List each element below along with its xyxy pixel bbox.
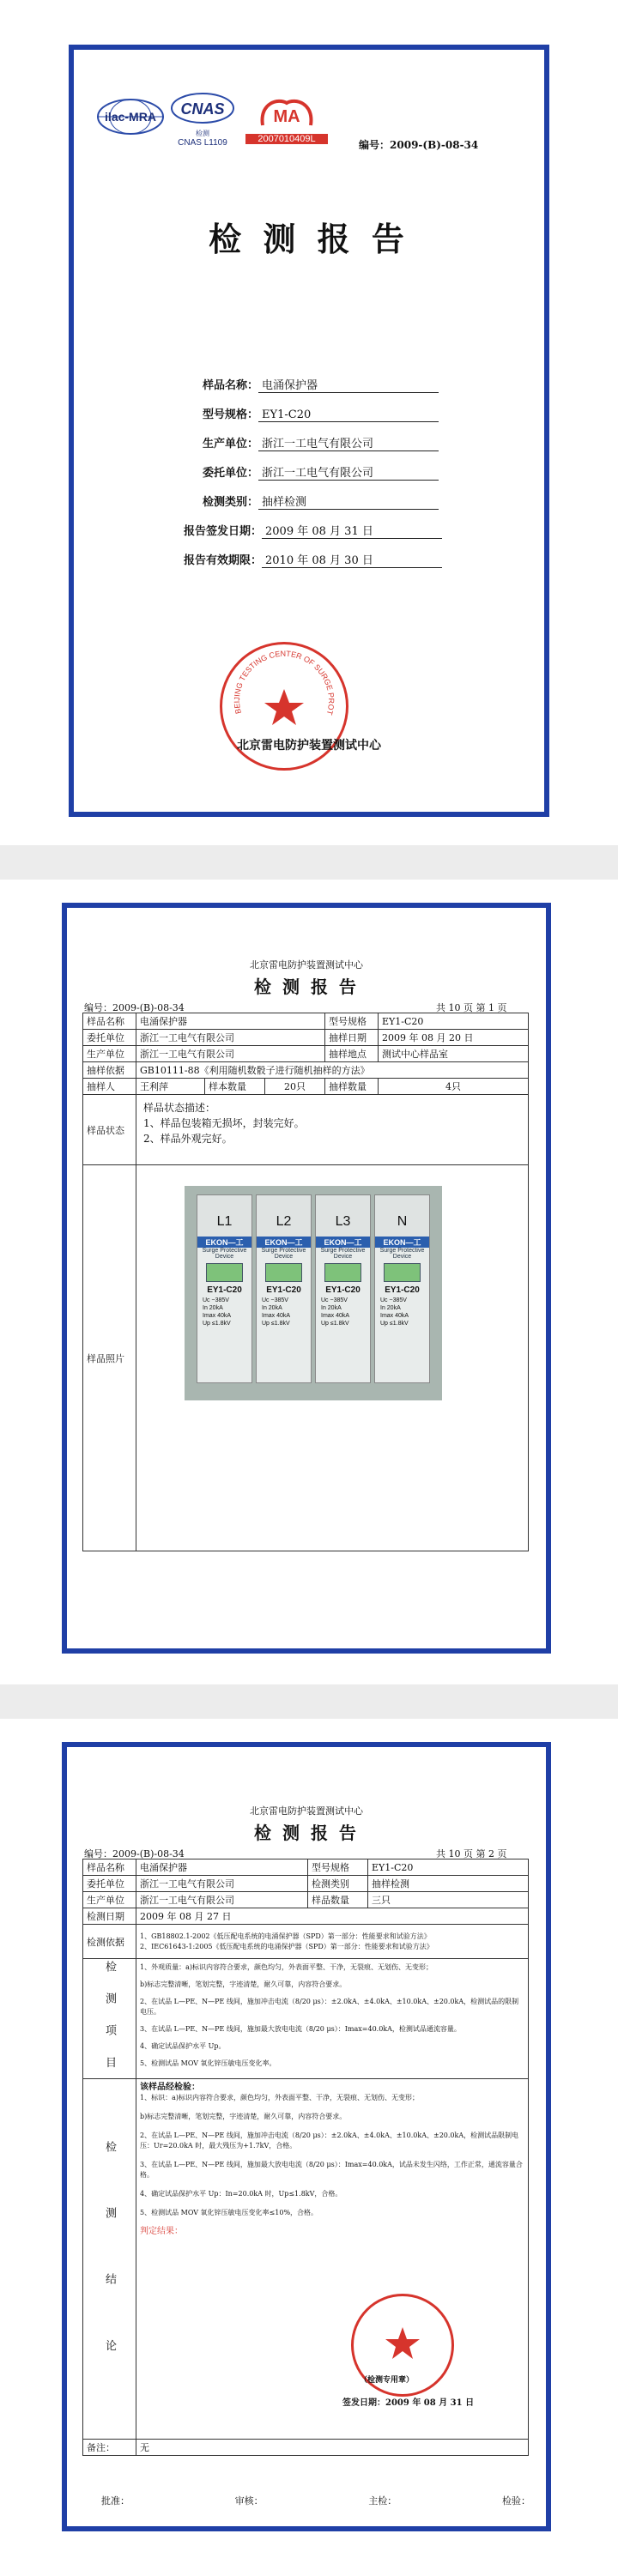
page-title: 检 测 报 告: [254, 1823, 359, 1843]
device-poles: [197, 1194, 430, 1383]
device-module: N EKON—工 Surge Protective Device EY1-C20 Uc ~385V In 20kA Imax 40kA Up ≤1.8kV: [374, 1194, 430, 1383]
cover-field: 样品名称： 电涌保护器: [203, 376, 439, 393]
page-count: 共 10 页 第 1 页: [436, 1002, 507, 1013]
svg-text:BEIJING TESTING CENTER OF SURG: BEIJING TESTING CENTER OF SURGE PROT: [232, 649, 336, 717]
cover-field: 委托单位： 浙江一工电气有限公司: [203, 463, 439, 481]
cover-field: 生产单位： 浙江一工电气有限公司: [203, 434, 439, 451]
device-module: L3 EKON—工 Surge Protective Device EY1-C20 Uc ~385V In 20kA Imax 40kA Up ≤1.8kV: [315, 1194, 371, 1383]
cma-logo: [245, 94, 328, 154]
svg-text:MA: MA: [273, 107, 300, 126]
page-org: 北京雷电防护装置测试中心: [250, 959, 363, 971]
cover-field: 报告签发日期： 2009 年 08 月 31 日: [184, 522, 442, 539]
page-count: 共 10 页 第 2 页: [436, 1848, 507, 1859]
report-page-2: [62, 1742, 551, 2531]
page-title: 检 测 报 告: [254, 977, 359, 997]
page-separator: [0, 845, 618, 880]
report-number: 编号：2009-(B)-08-34: [84, 1002, 185, 1013]
ilac-mra-logo: [96, 97, 165, 136]
page-separator: [0, 1684, 618, 1719]
report-page-1: [62, 903, 551, 1654]
cover-field: 检测类别： 抽样检测: [203, 493, 439, 510]
conclusion-list: 1、标识：a)标识内容符合要求，颜色均匀，外表面平整、干净，无裂痕、无划伤、无变形； b)标志完整清晰，笔划完整，字迹清楚，耐久可靠，内容符合要求。 2、在试品 L—PE、N—PE 线间，施加冲击电流（8/20 μs）：±2.0kA、±4.0kA、±10.0kA、±20.0kA，检测试品限制电压：Ur=20.0kA 时，最大残压为+1.7kV，合格。 3、在试品 L—PE、N—PE 线间，施加最大放电电流（8/20 μs）：Imax=40.0kA，试品未发生闪络，工作正常，通流容量合格。 4、确定试品保护水平 Up：In=20.0kA 时，Up≤1.8kV，合格。 5、检测试品 MOV 氧化锌压敏电压变化率≤10%，合格。: [140, 2094, 523, 2216]
cover-field: 报告有效期限： 2010 年 08 月 30 日: [184, 551, 442, 568]
items-list: 1、外观质量：a)标识内容符合要求，颜色均匀，外表面平整、干净，无裂痕、无划伤、无变形； b)标志完整清晰，笔划完整，字迹清楚，耐久可靠，内容符合要求。 2、在试品 L—PE、N—PE 线间，施加冲击电流（8/20 μs）：±2.0kA、±4.0kA、±10.0kA、±20.0kA，检测试品的限制电压。 3、在试品 L—PE、N—PE 线间，施加最大放电电流（8/20 μs）：Imax=40.0kA，检测试品通流容量。 4、确定试品保护水平 Up。 5、检测试品 MOV 氧化锌压敏电压变化率。: [140, 1963, 519, 2067]
cma-number: 2007010409L: [245, 134, 328, 144]
cover-field: 型号规格： EY1-C20: [203, 405, 439, 422]
device-module: L1 EKON—工 Surge Protective Device EY1-C20 Uc ~385V In 20kA Imax 40kA Up ≤1.8kV: [197, 1194, 252, 1383]
cnas-logo: [168, 91, 237, 151]
signatures: 批准： 审核： 主检： 检验：: [101, 2495, 530, 2506]
device-module: L2 EKON—工 Surge Protective Device EY1-C20 Uc ~385V In 20kA Imax 40kA Up ≤1.8kV: [256, 1194, 312, 1383]
svg-text:CNAS: CNAS: [180, 100, 225, 118]
page-org: 北京雷电防护装置测试中心: [250, 1805, 363, 1817]
cover-title: 检 测 报 告: [209, 220, 409, 258]
cnas-number: CNAS L1109: [178, 138, 227, 148]
report-number: 编号：2009-(B)-08-34: [84, 1848, 185, 1859]
result-table: 样品名称 电涌保护器 型号规格 EY1-C20 委托单位 浙江一工电气有限公司 检测类别 抽样检测 生产单位 浙江一工电气有限公司 样品数量 三只 检测日期 2009 年 08 月 27 日 检测依据 1、GB18802.1-2002《低压配电系统的电涌保护器（SPD）第一部分：性能要求和试验方法》 2、IEC61643-1:2005《低压配电系统的电涌保护器（SPD）第一部分：性能要求和试验方法》 检 测 项 目 1、外观质量：a)标识内容符合要求，颜色均匀，外表面平整、干净，无裂痕、无划伤、无变形； b)标志完整清晰，笔划完整，字迹清楚，耐久可靠，内容符合要求。 2、在试品 L—PE、N—PE 线间，施加冲击电流（8/20 μs）：±2.0kA、±4.0kA、±10.0kA、±20.0kA，检测试品的限制电压。 3、在试品 L—PE、N—PE 线间，施加最大放电电流（8/20 μs）：Imax=40.0kA，检测试品通流容量。 4、确定试品保护水平 Up。 5、检测试品 MOV 氧化锌压敏电压变化率。 检 测 结 论 该样品经检验： 1、标识：a)标识内容符合要求，颜色均匀，外表面平整、干净，无裂痕、无划伤、无变形； b)标志完整清晰，笔划完整，字迹清楚，耐久可靠，内容符合要求。 2、在试品 L—PE、N—PE 线间，施加冲击电流（8/20 μs）：±2.0kA、±4.0kA、±10.0kA、±20.0kA，检测试品限制电压：Ur=20.0kA 时，最大残压为+1.7kV，合格。 3、在试品 L—PE、N—PE 线间，施加最大放电电流（8/20 μs）：Imax=40.0kA，试品未发生闪络，工作正常，通流容量合格。 4、确定试品保护水平 Up：In=20.0kA 时，Up≤1.8kV，合格。 5、检测试品 MOV 氧化锌压敏电压变化率≤10%，合格。 判定结果： （检测专用章） 签发日期：2009 年 08 月 31 日 备注： 无: [82, 1859, 529, 2456]
cover-org: 北京雷电防护装置测试中心: [237, 739, 381, 753]
device-photo: [185, 1186, 442, 1400]
report-number: 编号：2009-(B)-08-34: [359, 139, 479, 151]
svg-text:ilac-MRA: ilac-MRA: [105, 110, 156, 124]
cover-page: [69, 45, 549, 817]
info-table: 样品名称 电涌保护器 型号规格 EY1-C20 委托单位 浙江一工电气有限公司 抽样日期 2009 年 08 月 20 日 生产单位 浙江一工电气有限公司 抽样地点 测试中心样品室 抽样依据 GB10111-88《利用随机数骰子进行随机抽样的方法》 抽样人 王利萍 样本数量 20只 抽样数量 4只 样品状态 样品状态描述： 1、样品包装箱无损坏，封装完好。 2、样品外观完好。 样品照片 L1 EKON—工 Surge Protective Device EY1-C20 Uc ~385V In 20kA Imax 40kA Up ≤1.8kV L2 EKON—工 Surge Protective Device EY1-C20 Uc ~385V In 20kA Imax 40kA Up ≤1.8kV L3 EKON—工 Surge Protective Device EY1-C20 Uc ~385V In 20kA Imax 40kA Up ≤1.8kV N EKON—工 Surge Protective Device EY1-C20 Uc ~385V In 20kA Imax 40kA Up ≤1.8kV: [82, 1013, 529, 1551]
cnas-sub: 检测: [196, 130, 209, 137]
